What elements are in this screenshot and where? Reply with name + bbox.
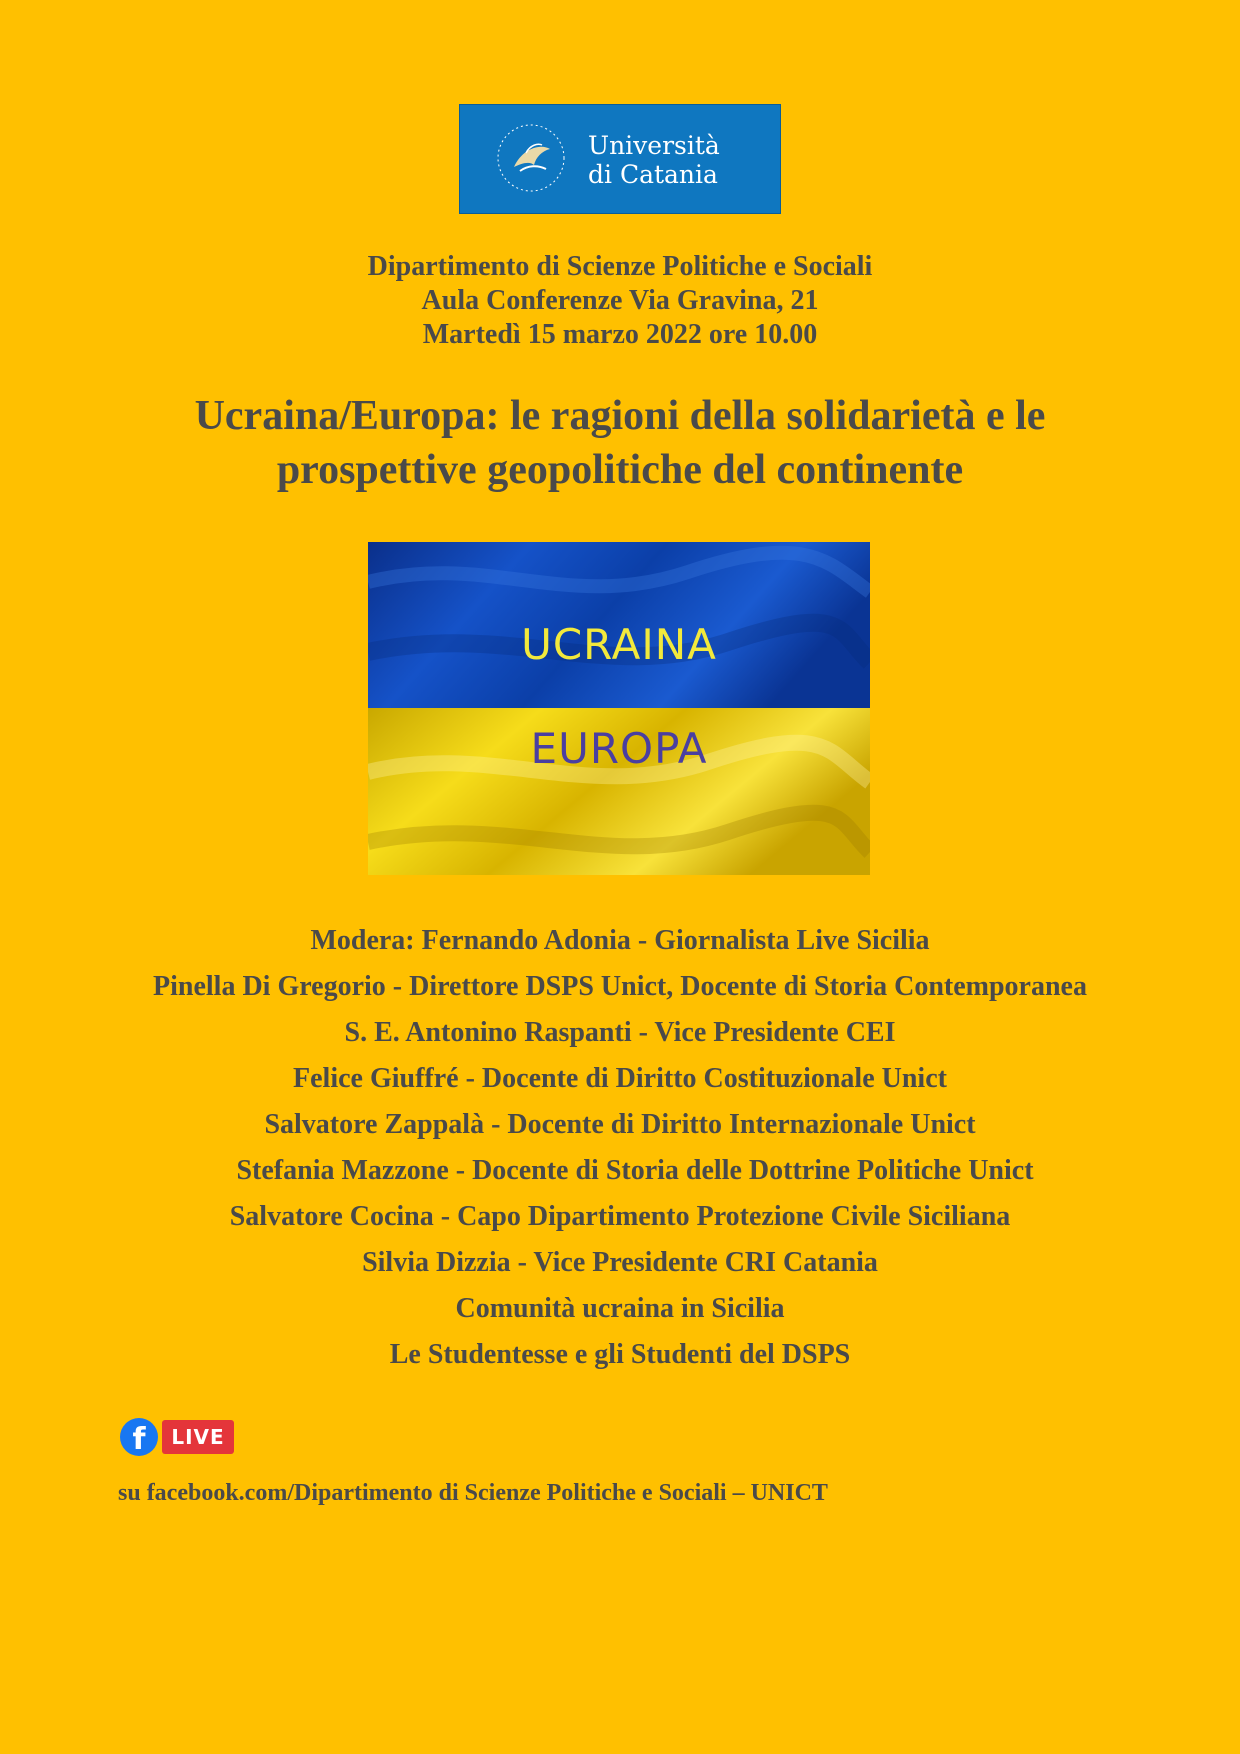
speaker-item: Salvatore Zappalà - Docente di Diritto Internazionale Unict bbox=[264, 1109, 976, 1140]
ukraine-flag-image bbox=[368, 542, 870, 875]
speaker-item: Comunità ucraina in Sicilia bbox=[455, 1293, 785, 1324]
speaker-item: Silvia Dizzia - Vice Presidente CRI Catania bbox=[362, 1247, 878, 1278]
speaker-item: Salvatore Cocina - Capo Dipartimento Protezione Civile Siciliana bbox=[229, 1201, 1011, 1232]
event-title: Ucraina/Europa: le ragioni della solidarietà e le prospettive geopolitiche del continente bbox=[194, 393, 1046, 493]
university-logo bbox=[459, 104, 781, 214]
facebook-page-link[interactable]: su facebook.com/Dipartimento di Scienze Politiche e Sociali – UNICT bbox=[118, 1480, 828, 1506]
speaker-item: Le Studentesse e gli Studenti del DSPS bbox=[389, 1339, 851, 1370]
flag-label-bottom: EUROPA bbox=[530, 724, 708, 773]
flag-label-top: UCRAINA bbox=[521, 620, 717, 669]
university-name-line1: Università bbox=[588, 131, 720, 160]
speaker-item: Pinella Di Gregorio - Direttore DSPS Unict, Docente di Storia Contemporanea bbox=[153, 971, 1087, 1002]
event-info bbox=[0, 250, 1240, 352]
venue: Aula Conferenze Via Gravina, 21 bbox=[421, 285, 819, 316]
event-datetime: Martedì 15 marzo 2022 ore 10.00 bbox=[422, 319, 818, 350]
department-name: Dipartimento di Scienze Politiche e Sociali bbox=[367, 251, 873, 282]
facebook-icon-letter: f bbox=[132, 1422, 146, 1457]
speaker-list bbox=[0, 918, 1240, 1378]
speaker-item: S. E. Antonino Raspanti - Vice Presidente CEI bbox=[344, 1017, 896, 1048]
university-seal-icon bbox=[496, 123, 566, 193]
speaker-item: Felice Giuffré - Docente di Diritto Costituzionale Unict bbox=[293, 1063, 947, 1094]
facebook-icon bbox=[120, 1418, 158, 1456]
flag-graphic bbox=[368, 542, 870, 875]
university-name bbox=[588, 131, 720, 189]
live-label: LIVE bbox=[162, 1420, 234, 1454]
university-name-line2: di Catania bbox=[588, 160, 718, 189]
speaker-moderator: Modera: Fernando Adonia - Giornalista Live Sicilia bbox=[310, 925, 930, 956]
speaker-item: Stefania Mazzone - Docente di Storia delle Dottrine Politiche Unict bbox=[236, 1155, 1034, 1186]
